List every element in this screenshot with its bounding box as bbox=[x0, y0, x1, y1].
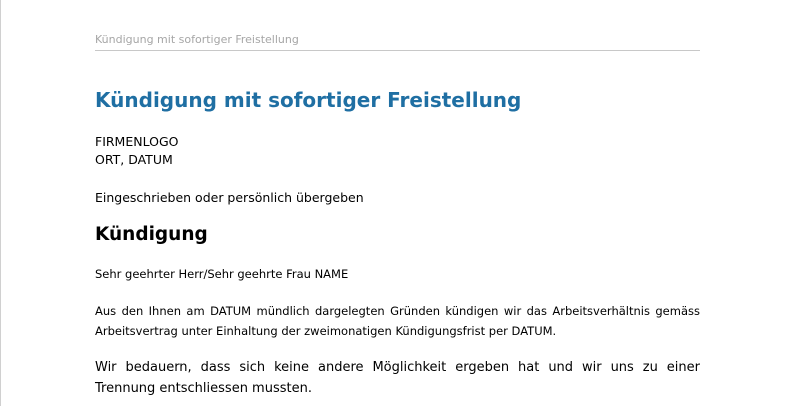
body-paragraph-1: Aus den Ihnen am DATUM mündlich dargelegten Gründen kündigen wir das Arbeitsverhältnis gemäss Arbeitsvertrag unter Einhaltung der zweimonatigen Kündigungsfrist per DATUM. bbox=[95, 304, 700, 338]
delivery-note: Eingeschrieben oder persönlich übergeben bbox=[95, 190, 364, 205]
section-heading: Kündigung bbox=[95, 224, 208, 245]
place-date-line: ORT, DATUM bbox=[95, 152, 173, 167]
body-paragraph-2: Wir bedauern, dass sich keine andere Möglichkeit ergeben hat und wir uns zu einer Trennung entschliessen mussten. bbox=[95, 360, 700, 396]
page-left-border bbox=[0, 0, 1, 406]
document-title: Kündigung mit sofortiger Freistellung bbox=[95, 88, 522, 112]
running-header: Kündigung mit sofortiger Freistellung bbox=[95, 33, 299, 46]
logo-placeholder: FIRMENLOGO bbox=[95, 134, 179, 149]
header-divider bbox=[95, 50, 700, 51]
salutation: Sehr geehrter Herr/Sehr geehrte Frau NAME bbox=[95, 267, 349, 281]
